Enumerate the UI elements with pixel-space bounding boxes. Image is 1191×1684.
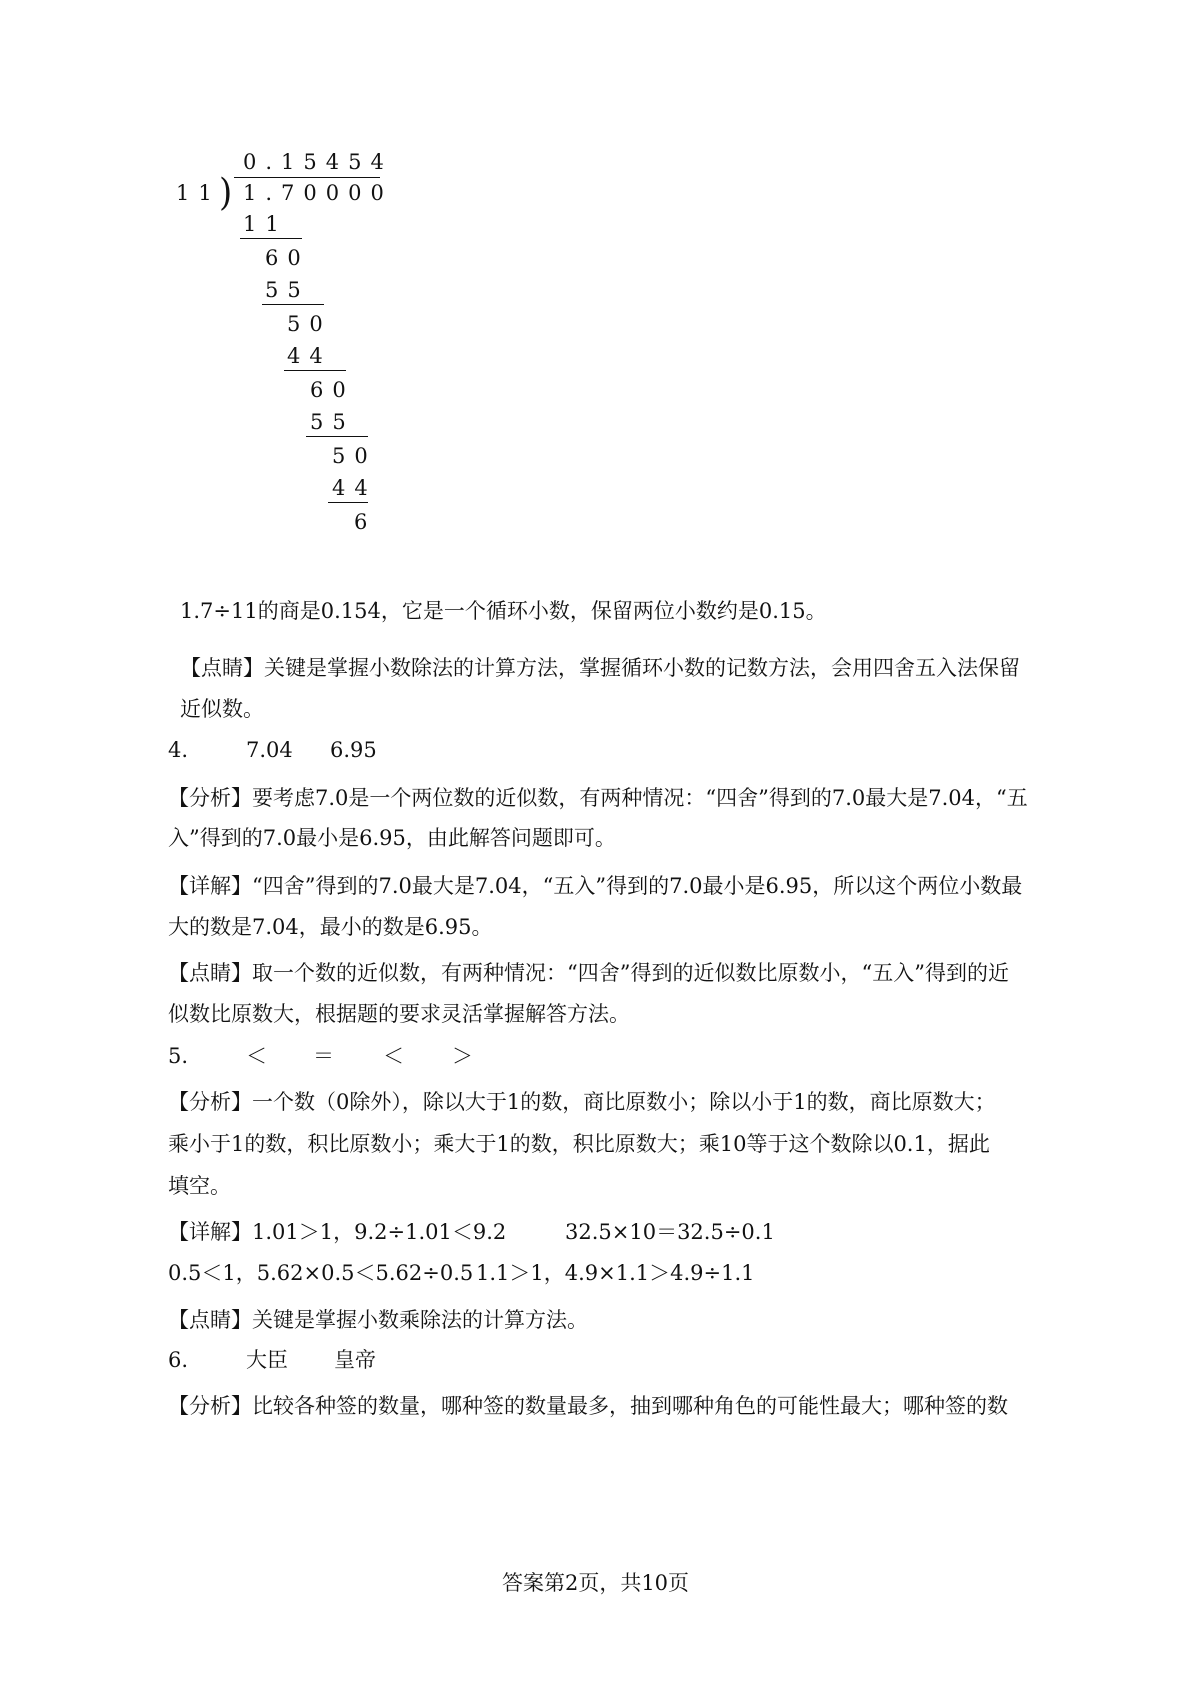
q4-fenxi-line: 入”得到的7.0最小是6.95，由此解答问题即可。 <box>168 826 616 850</box>
division-step: 44 <box>287 344 332 368</box>
division-step: 60 <box>265 246 310 270</box>
step-line <box>306 436 368 437</box>
q3-dianjing-line: 【点睛】关键是掌握小数除法的计算方法，掌握循环小数的记数方法，会用四舍五入法保留 <box>180 656 1020 680</box>
q6-fenxi-line: 【分析】比较各种签的数量，哪种签的数量最多，抽到哪种角色的可能性最大；哪种签的数 <box>168 1394 1008 1418</box>
division-remainder: 6 <box>354 510 377 534</box>
q5-answer: ＜ <box>383 1044 404 1068</box>
q4-xiangjie-line: 大的数是7.04，最小的数是6.95。 <box>168 915 493 939</box>
step-line <box>262 304 324 305</box>
q3-dianjing-line: 近似数。 <box>180 697 264 721</box>
q6-number: 6. <box>168 1348 189 1372</box>
q4-xiangjie-line: 【详解】“四舍”得到的7.0最大是7.04，“五入”得到的7.0最小是6.95，所以这个两位小数最 <box>168 874 1023 898</box>
q5-fenxi-line: 【分析】一个数（0除外），除以大于1的数，商比原数小；除以小于1的数，商比原数大； <box>168 1090 996 1114</box>
q5-xiangjie-right: 32.5×10＝32.5÷0.1 <box>565 1220 775 1244</box>
division-divisor: 11 <box>176 181 221 205</box>
q6-answer: 皇帝 <box>334 1348 376 1372</box>
quotient-line <box>234 177 380 178</box>
q5-fenxi-line: 填空。 <box>168 1174 231 1198</box>
step-line <box>240 238 302 239</box>
page-footer: 答案第2页，共10页 <box>501 1571 690 1595</box>
q5-answer: ＞ <box>452 1044 473 1068</box>
q5-xiangjie-left: 【详解】1.01＞1，9.2÷1.01＜9.2 <box>168 1220 507 1244</box>
q4-dianjing-line: 似数比原数大，根据题的要求灵活掌握解答方法。 <box>168 1002 630 1026</box>
division-dividend: 1.70000 <box>243 181 393 205</box>
q4-answer: 7.04 <box>246 738 293 762</box>
q4-dianjing-line: 【点睛】取一个数的近似数，有两种情况：“四舍”得到的近似数比原数小，“五入”得到的近 <box>168 961 1009 985</box>
q5-number: 5. <box>168 1044 189 1068</box>
division-step: 55 <box>310 410 355 434</box>
step-line <box>328 502 368 503</box>
q5-answer: ＜ <box>246 1044 267 1068</box>
step-line <box>284 370 346 371</box>
division-step: 50 <box>332 444 377 468</box>
q4-number: 4. <box>168 738 189 762</box>
q6-answer: 大臣 <box>246 1348 288 1372</box>
q5-fenxi-line: 乘小于1的数，积比原数小；乘大于1的数，积比原数大；乘10等于这个数除以0.1，据此 <box>168 1132 990 1156</box>
q4-fenxi-line: 【分析】要考虑7.0是一个两位数的近似数，有两种情况：“四舍”得到的7.0最大是7.04，“五 <box>168 786 1028 810</box>
division-step: 11 <box>243 212 288 236</box>
division-step: 44 <box>332 476 377 500</box>
division-bracket: ) <box>219 171 233 215</box>
q3-conclusion: 1.7÷11的商是0.154̇，它是一个循环小数，保留两位小数约是0.15。 <box>180 599 827 623</box>
division-step: 50 <box>287 312 332 336</box>
q4-answer: 6.95 <box>330 738 377 762</box>
q5-dianjing: 【点睛】关键是掌握小数乘除法的计算方法。 <box>168 1308 588 1332</box>
q5-answer: ＝ <box>313 1044 334 1068</box>
q5-xiangjie-right: 1.1＞1，4.9×1.1＞4.9÷1.1 <box>476 1261 755 1285</box>
long-division <box>0 0 500 600</box>
division-step: 55 <box>265 278 310 302</box>
q5-xiangjie-left: 0.5＜1，5.62×0.5＜5.62÷0.5 <box>168 1261 474 1285</box>
division-step: 60 <box>310 378 355 402</box>
division-quotient: 0.15454 <box>243 150 393 174</box>
